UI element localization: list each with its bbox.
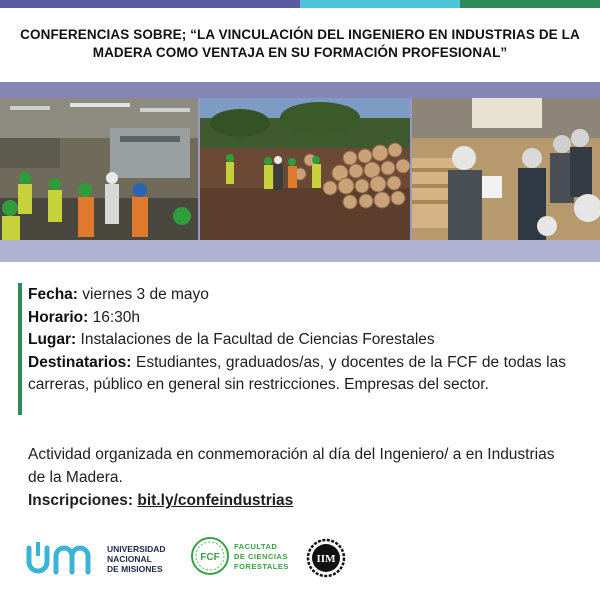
activity-text: Actividad organizada en conmemoración al día del Ingeniero/ a en Industrias de la Madera.: [28, 446, 555, 486]
inscripciones-label: Inscripciones:: [28, 492, 138, 509]
horario-row: [28, 307, 566, 330]
photo-log-yard: [200, 98, 410, 240]
fcf-line-1: FACULTAD: [234, 542, 278, 551]
registration-link[interactable]: bit.ly/confeindustrias: [137, 492, 294, 509]
unam-line-1: UNIVERSIDAD: [107, 544, 166, 554]
lugar-row: [28, 329, 566, 352]
logo-footer: [0, 530, 600, 586]
iim-badge-text: IIM: [316, 553, 336, 565]
fecha-label: Fecha:: [28, 286, 78, 303]
photo-factory: [0, 98, 198, 240]
photo-sawmill-visit: [412, 98, 600, 240]
fcf-logo-icon: [190, 536, 230, 576]
band-top: [0, 82, 600, 98]
stripe-purple: [0, 0, 300, 8]
lugar-label: Lugar:: [28, 331, 77, 348]
unam-logo-icon: [24, 540, 104, 576]
destinatarios-label: Destinatarios:: [28, 353, 132, 371]
band-bottom: [0, 240, 600, 262]
fecha-value: viernes 3 de mayo: [77, 286, 209, 303]
iim-logo-icon: [306, 538, 346, 578]
accent-bar: [18, 283, 22, 415]
page-title: [0, 26, 600, 62]
fcf-line-2: DE CIENCIAS: [234, 552, 288, 561]
fcf-line-3: FORESTALES: [234, 562, 289, 571]
title-line-2: MADERA COMO VENTAJA EN SU FORMACIÓN PROFESIONAL”: [92, 45, 508, 60]
destinatarios-row: [28, 352, 566, 397]
unam-line-2: NACIONAL: [107, 554, 152, 564]
fcf-wordmark: [234, 542, 289, 572]
fcf-badge-text: FCF: [200, 552, 220, 563]
unam-line-3: DE MISIONES: [107, 564, 163, 574]
fecha-row: [28, 284, 566, 307]
horario-label: Horario:: [28, 308, 89, 326]
event-details: [28, 284, 566, 397]
unam-wordmark: [107, 544, 166, 574]
photo-strip: [0, 98, 600, 240]
title-line-1: CONFERENCIAS SOBRE; “LA VINCULACIÓN DEL INGENIERO EN INDUSTRIAS DE LA: [20, 27, 580, 42]
stripe-green: [460, 0, 600, 8]
destinatarios-value: Estudiantes, graduados/as, y docentes de la FCF de todas las carreras, público en general sin restricciones. Empresas del sector.: [28, 353, 566, 393]
lugar-value: Instalaciones de la Facultad de Ciencias Forestales: [76, 331, 435, 348]
horario-value: 16:30h: [88, 308, 141, 326]
inscripciones-row: [28, 490, 293, 513]
stripe-cyan: [300, 0, 460, 8]
top-stripes: [0, 0, 600, 8]
